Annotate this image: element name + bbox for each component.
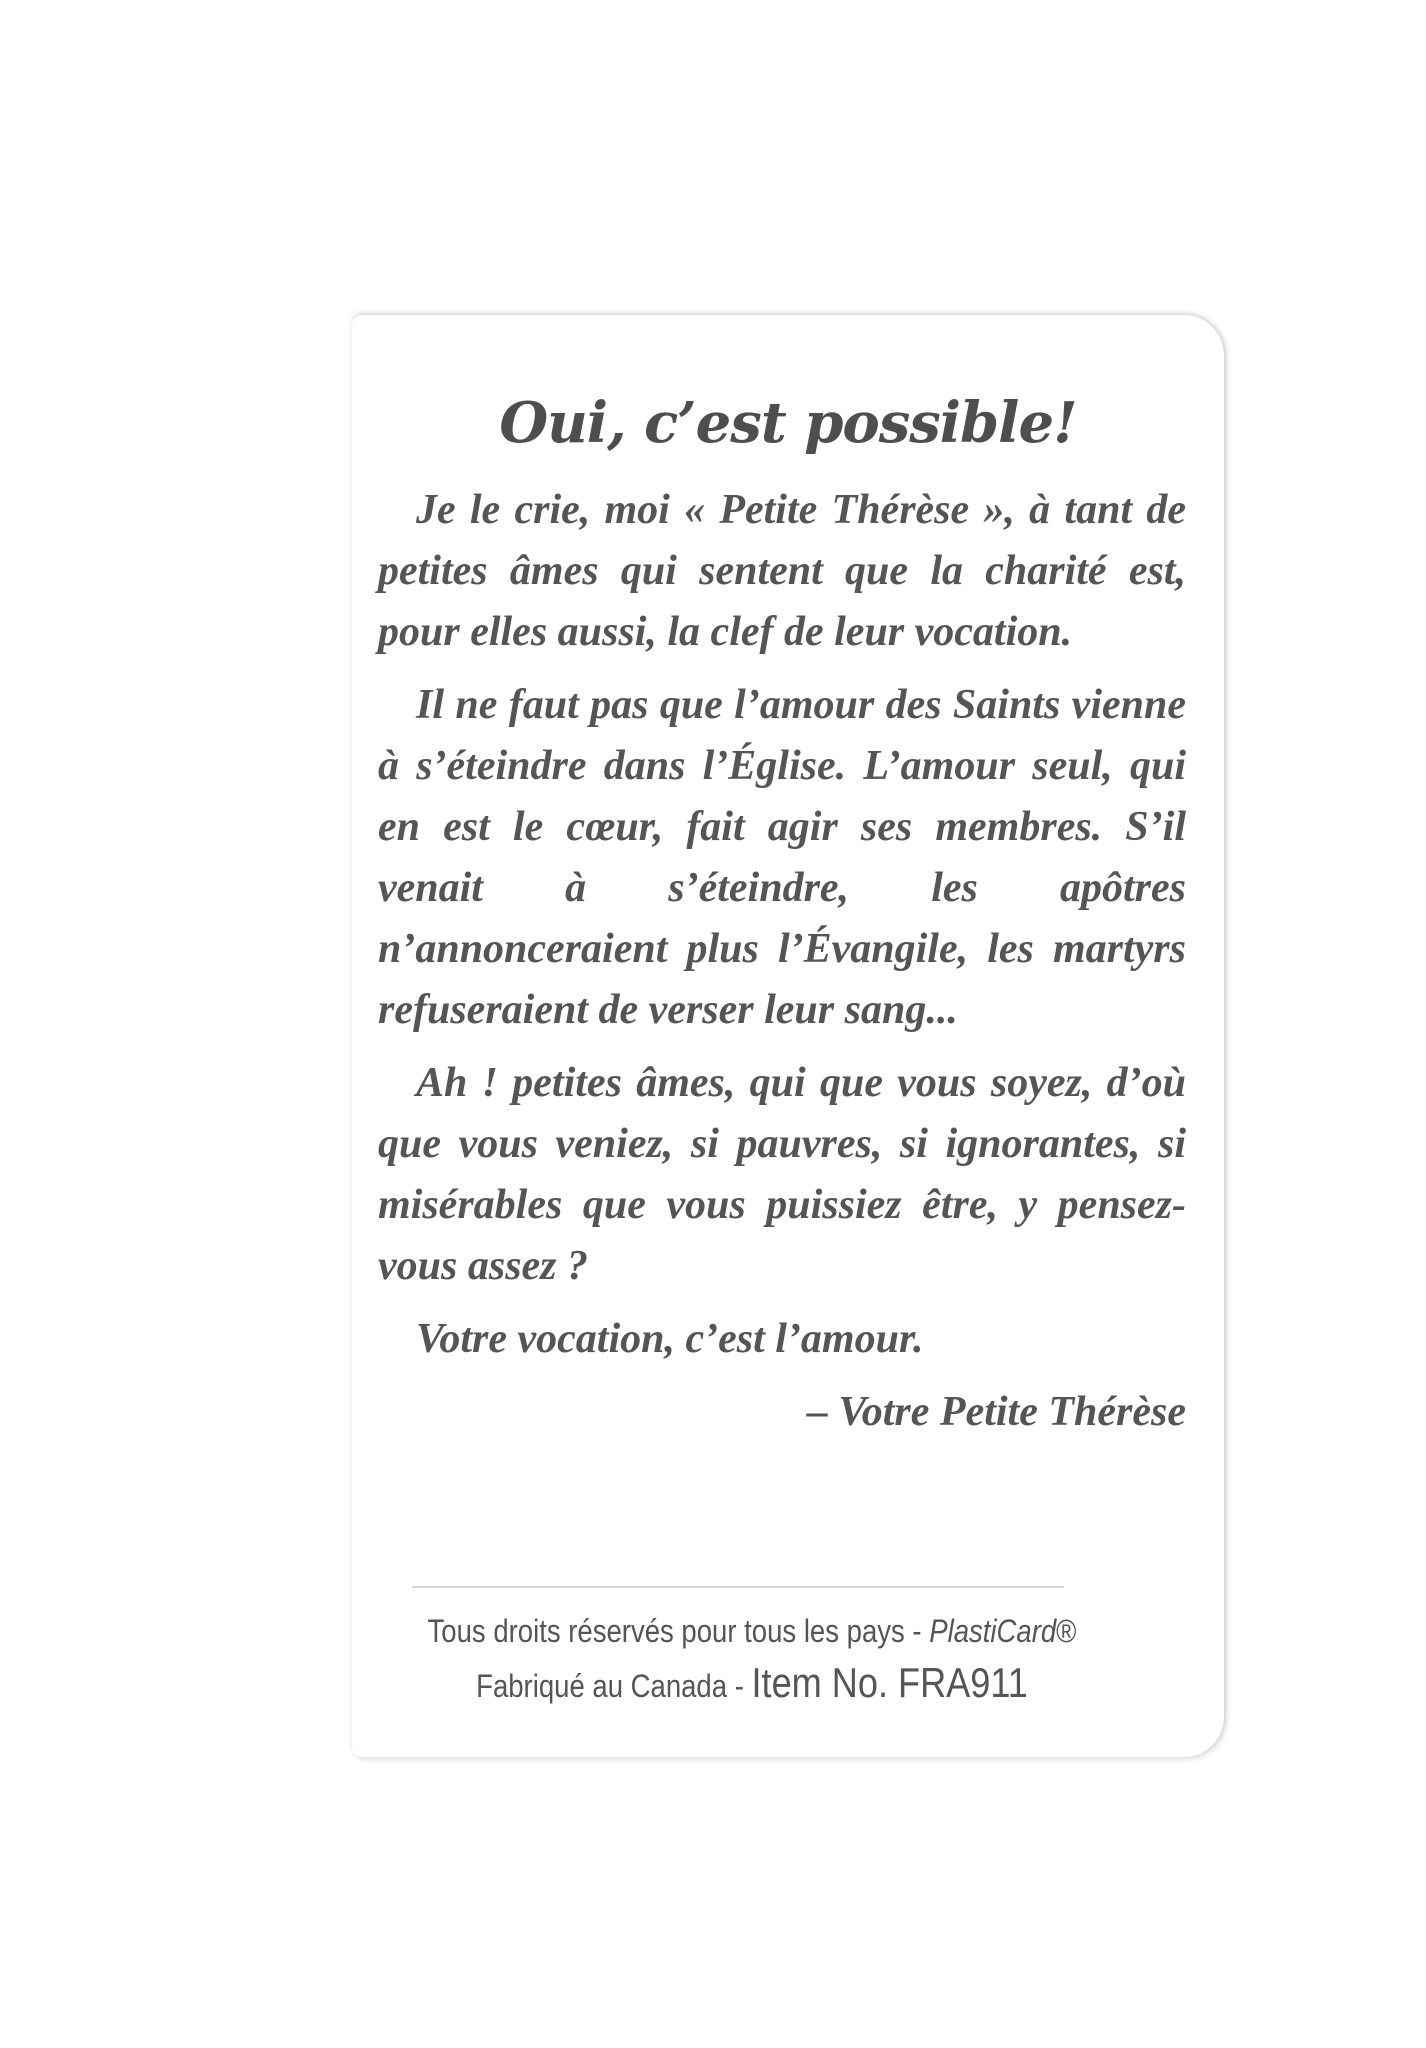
card-title: Oui, c’est possible! [499,390,1077,456]
signature: – Votre Petite Thérèse [806,1389,1186,1435]
paragraph-1: Je le crie, moi « Petite Thérèse », à tant de petites âmes qui sentent que la charité est, pour elles aussi, la clef de leur vocation. [378,487,1186,655]
paragraph-2: Il ne faut pas que l’amour des Saints vienne à s’éteindre dans l’Église. L’amour seul, qui en est le cœur, fait agir ses membres. S’il venait à s’éteindre, les apôtres n’annonceraient plus l’Évangile, les martyrs refuseraient de verser leur sang... [378,682,1186,1033]
item-number: Item No. FRA911 [751,1659,1028,1706]
card-body [378,480,1186,1443]
footer-divider [412,1586,1064,1588]
paragraph-4: Votre vocation, c’est l’amour. [416,1316,924,1362]
brand-name: PlastiCard [929,1613,1057,1649]
rights-text: Tous droits réservés pour tous les pays - [427,1613,922,1649]
made-in-line [408,1657,1096,1712]
rights-line [408,1605,1096,1657]
card-footer [408,1605,1096,1712]
prayer-card [352,315,1224,1757]
made-in-text: Fabriqué au Canada - [476,1668,744,1704]
paragraph-3: Ah ! petites âmes, qui que vous soyez, d’où que vous veniez, si pauvres, si ignorantes, si misérables que vous puissiez être, y pensez-vous assez ? [378,1060,1186,1289]
registered-mark: ® [1056,1613,1077,1649]
